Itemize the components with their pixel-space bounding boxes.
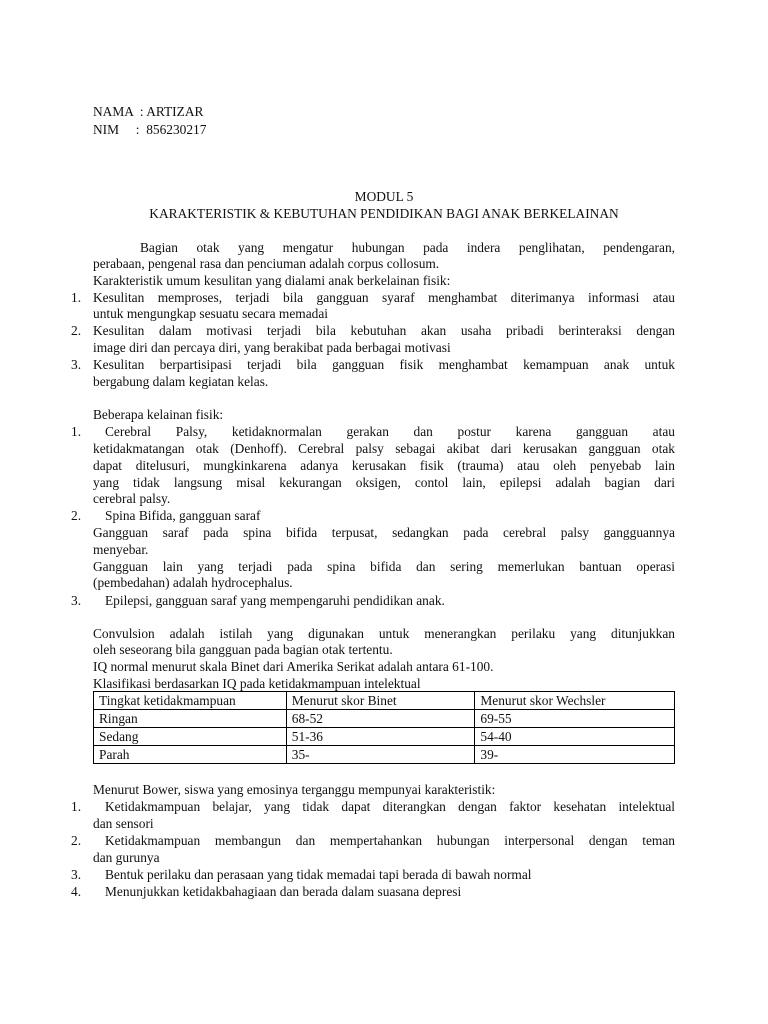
list-item: Kesulitan dalam motivasi terjadi bila kebutuhan akan usaha pribadi berinteraksi dengan — [93, 323, 675, 338]
list-item: untuk mengungkap sesuatu secara memadai — [93, 306, 329, 321]
list-item: Spina Bifida, gangguan saraf — [105, 508, 261, 523]
list-item: Gangguan lain yang terjadi pada spina bifida dan sering memerlukan bantuan operasi — [93, 559, 675, 574]
list-item: (pembedahan) adalah hydrocephalus. — [93, 575, 293, 590]
table-row — [94, 728, 675, 746]
table-row — [94, 746, 675, 764]
paragraph-line: Convulsion adalah istilah yang digunakan untuk menerangkan perilaku yang ditunjukkan — [93, 626, 675, 641]
list-number: 2. — [71, 323, 82, 338]
list-item: Ketidakmampuan belajar, yang tidak dapat diterangkan dengan faktor kesehatan intelektual — [105, 799, 675, 814]
list-number: 3. — [71, 357, 82, 372]
list-item: Ketidakmampuan membangun dan mempertahankan hubungan interpersonal dengan teman — [105, 833, 675, 848]
table-cell: 54-40 — [475, 728, 675, 746]
list-item: Bentuk perilaku dan perasaan yang tidak memadai tapi berada di bawah normal — [105, 867, 532, 882]
list-item: Kesulitan memproses, terjadi bila gangguan syaraf menghambat diterimanya informasi atau — [93, 290, 675, 305]
table-header-row — [94, 692, 675, 710]
module-title: MODUL 5 — [354, 189, 414, 204]
table-header-cell: Menurut skor Binet — [286, 692, 475, 710]
list-number: 2. — [71, 508, 82, 523]
list-number: 1. — [71, 424, 82, 439]
list-item: image diri dan percaya diri, yang berakibat pada berbagai motivasi — [93, 340, 451, 355]
list-item: Cerebral Palsy, ketidaknormalan gerakan dan postur karena gangguan atau — [105, 424, 675, 439]
list-item: dapat ditelusuri, mungkinkarena adanya kerusakan fisik (trauma) atau oleh penyebab lain — [93, 458, 675, 473]
intro-line: Karakteristik umum kesulitan yang dialami anak berkelainan fisik: — [93, 273, 451, 288]
paragraph-line: Klasifikasi berdasarkan IQ pada ketidakmampuan intelektual — [93, 676, 421, 691]
table-cell: Parah — [94, 746, 287, 764]
list-item: dan gurunya — [93, 850, 160, 865]
iq-classification-table — [93, 691, 675, 764]
list-item: cerebral palsy. — [93, 491, 171, 506]
section-heading: Beberapa kelainan fisik: — [93, 407, 224, 422]
student-nim: NIM : 856230217 — [93, 122, 207, 137]
list-number: 3. — [71, 867, 82, 882]
table-row — [94, 710, 675, 728]
list-item: Gangguan saraf pada spina bifida terpusat, sedangkan pada cerebral palsy gangguannya — [93, 525, 675, 540]
module-subtitle: KARAKTERISTIK & KEBUTUHAN PENDIDIKAN BAGI ANAK BERKELAINAN — [149, 206, 619, 221]
table-header-cell: Tingkat ketidakmampuan — [94, 692, 287, 710]
table-cell: Ringan — [94, 710, 287, 728]
table-cell: Sedang — [94, 728, 287, 746]
list-item: Epilepsi, gangguan saraf yang mempengaruhi pendidikan anak. — [105, 593, 445, 608]
list-number: 3. — [71, 593, 82, 608]
list-item: ketidakmatangan otak (Denhoff). Cerebral palsy sebagai akibat dari kerusakan gangguan otak — [93, 441, 675, 456]
student-name: NAMA : ARTIZAR — [93, 104, 204, 119]
table-cell: 51-36 — [286, 728, 475, 746]
list-number: 1. — [71, 290, 82, 305]
paragraph-line: IQ normal menurut skala Binet dari Amerika Serikat adalah antara 61-100. — [93, 659, 494, 674]
table-cell: 69-55 — [475, 710, 675, 728]
intro-line: Bagian otak yang mengatur hubungan pada indera penglihatan, pendengaran, — [140, 240, 675, 255]
list-number: 4. — [71, 884, 82, 899]
paragraph-line: oleh seseorang bila gangguan pada bagian otak tertentu. — [93, 642, 393, 657]
list-number: 1. — [71, 799, 82, 814]
intro-line: perabaan, pengenal rasa dan penciuman adalah corpus collosum. — [93, 256, 440, 271]
list-number: 2. — [71, 833, 82, 848]
list-item: Menunjukkan ketidakbahagiaan dan berada dalam suasana depresi — [105, 884, 462, 899]
list-item: Kesulitan berpartisipasi terjadi bila gangguan fisik menghambat kemampuan anak untuk — [93, 357, 675, 372]
table-cell: 39- — [475, 746, 675, 764]
list-item: menyebar. — [93, 542, 149, 557]
table-header-cell: Menurut skor Wechsler — [475, 692, 675, 710]
table-cell: 35- — [286, 746, 475, 764]
list-item: yang tidak langsung misal kekurangan oksigen, contol lain, epilepsi adalah bagian dari — [93, 475, 675, 490]
table-cell: 68-52 — [286, 710, 475, 728]
list-item: bergabung dalam kegiatan kelas. — [93, 374, 269, 389]
section-heading: Menurut Bower, siswa yang emosinya terganggu mempunyai karakteristik: — [93, 782, 496, 797]
list-item: dan sensori — [93, 816, 154, 831]
